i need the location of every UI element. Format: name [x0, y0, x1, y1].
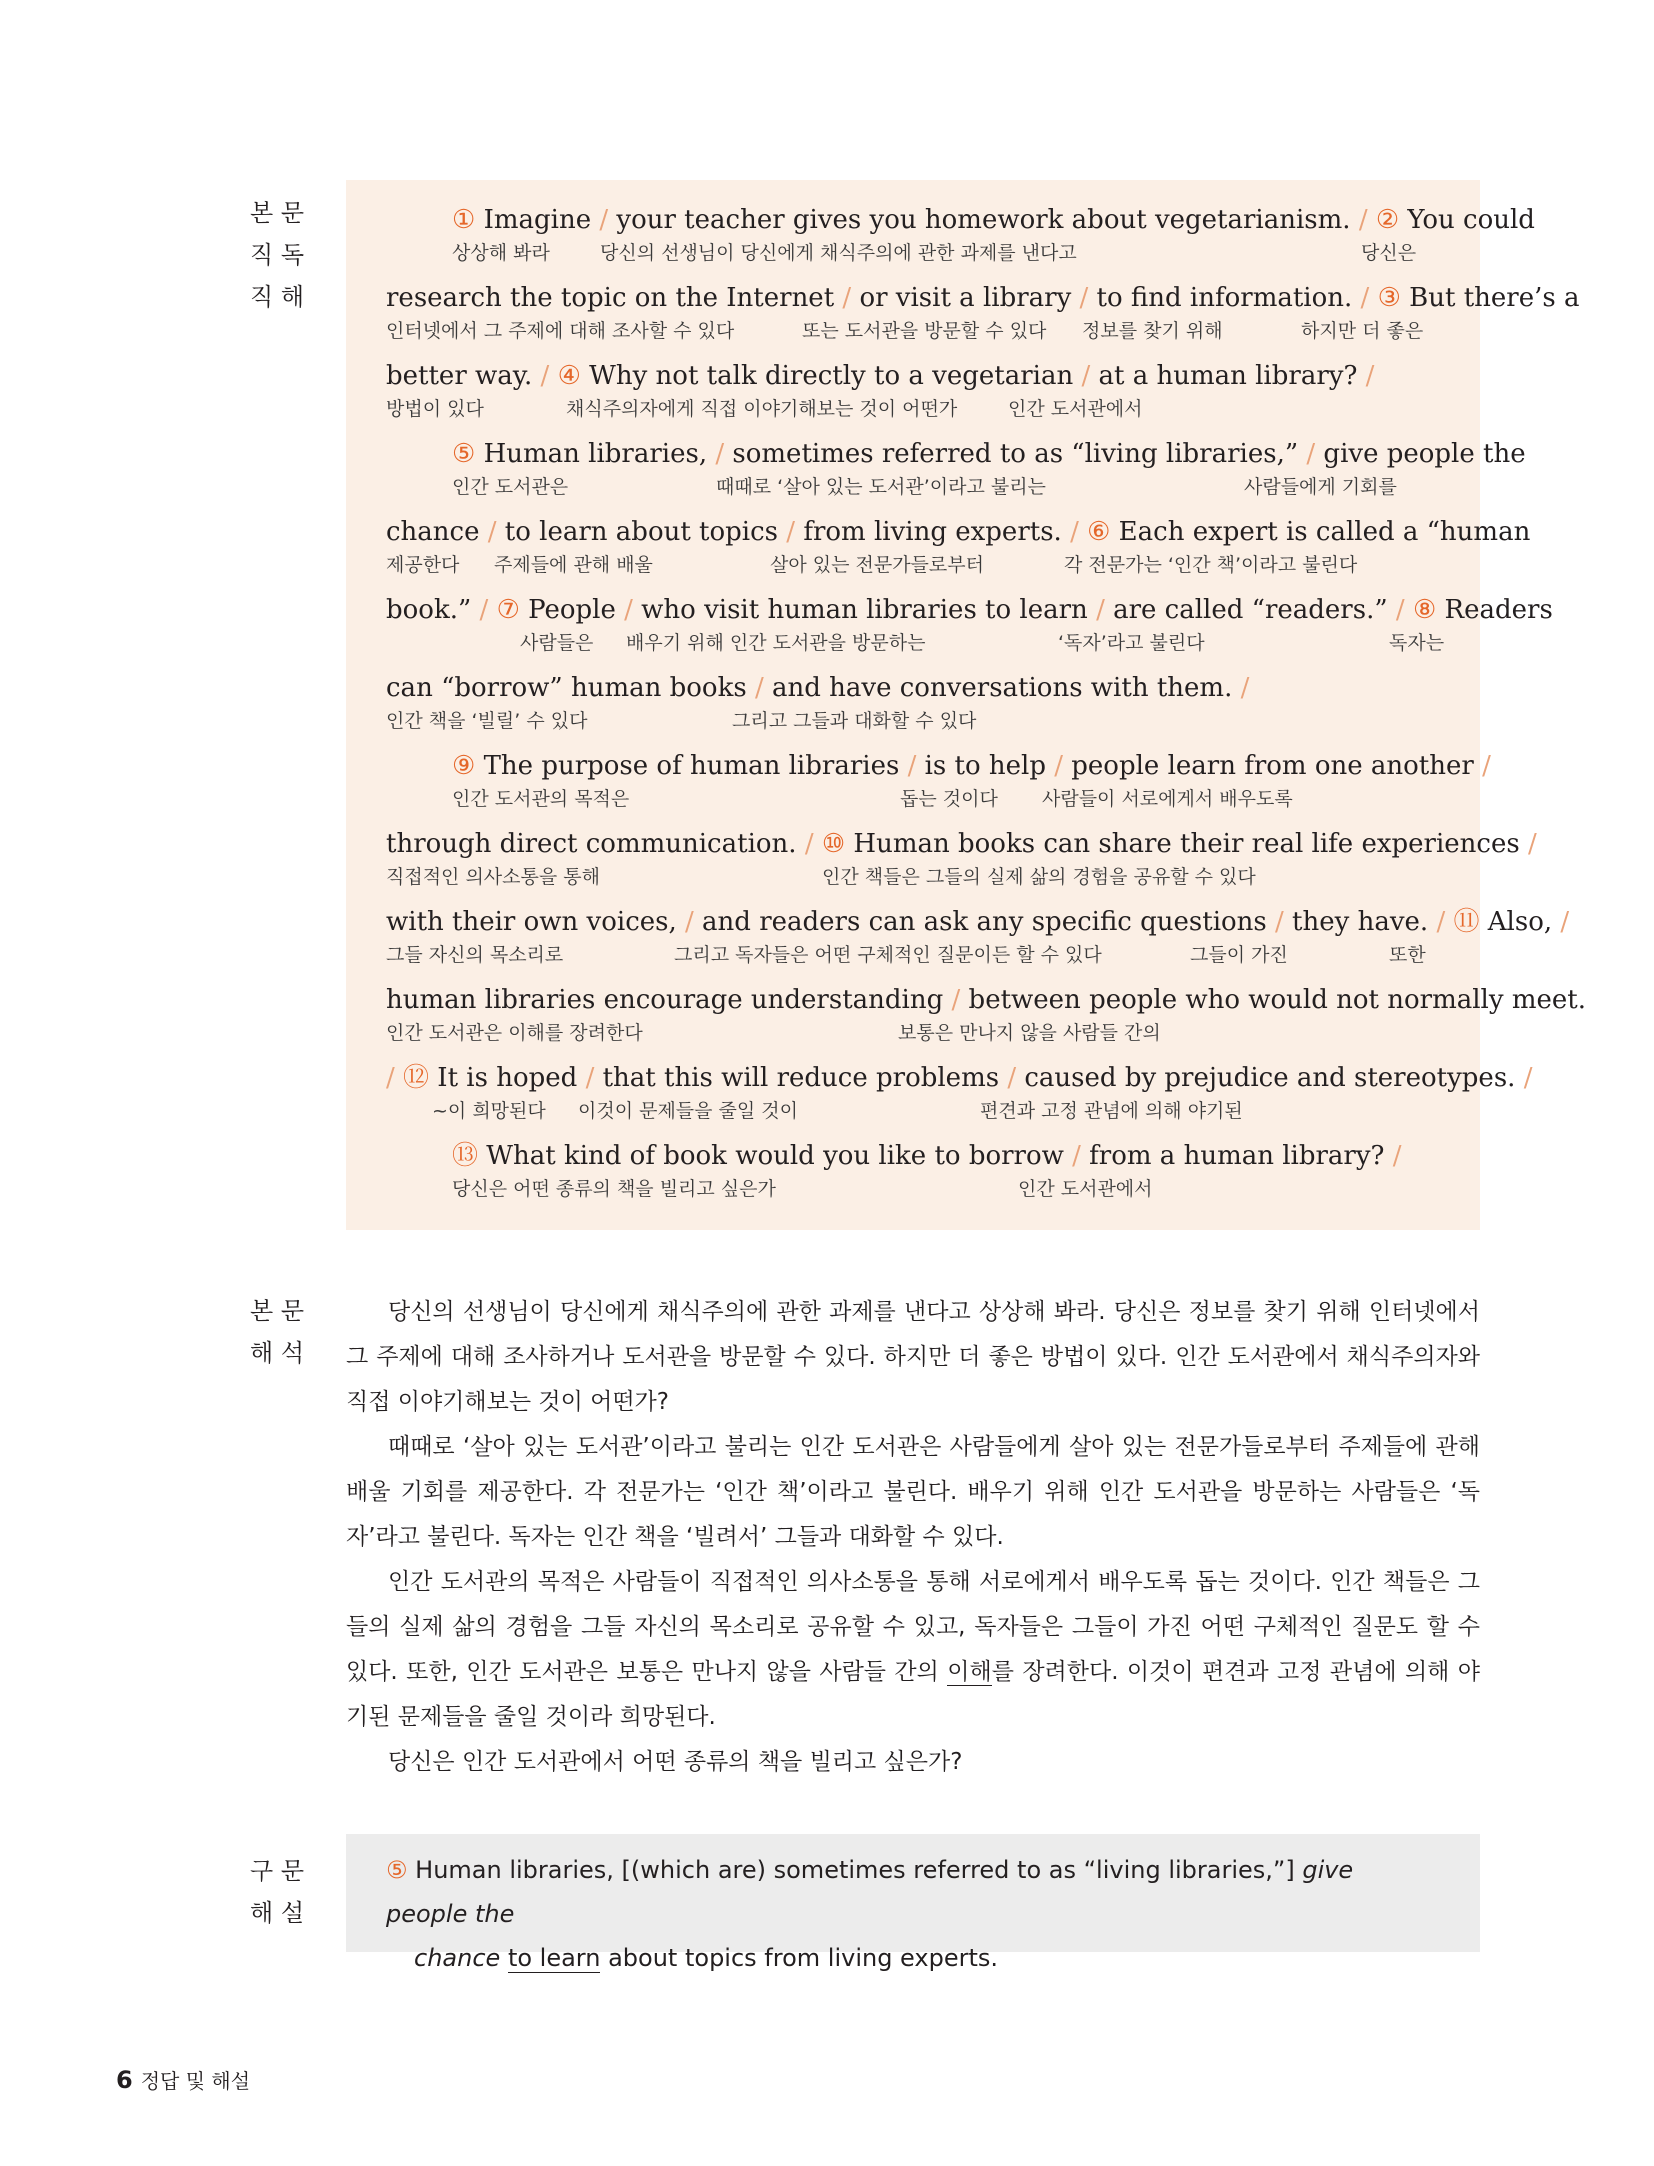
grammar-underlined-text: to learn [507, 1944, 601, 1972]
reading-line [386, 198, 1535, 276]
label-line: 본 문 [250, 1297, 304, 1325]
page-number: 6 [116, 2066, 133, 2094]
english-text: ⑤ Human libraries, / sometimes referred to as “living libraries,” / give people the [452, 439, 1526, 469]
korean-gloss: 사람들에게 기회를 [1244, 476, 1397, 498]
korean-gloss: 그리고 그들과 대화할 수 있다 [732, 710, 977, 732]
grammar-text: about topics from living experts. [600, 1944, 999, 1972]
translation-section-label [250, 1290, 320, 1374]
translation-text-part: 를 장려한다. 이것이 편견과 고정 관념에 의해 야기된 문제들을 줄일 것이라 희망된다. [346, 1659, 1480, 1730]
label-line: 해 석 [250, 1339, 304, 1367]
korean-gloss: 배우기 위해 인간 도서관을 방문하는 [626, 632, 926, 654]
reading-line [386, 822, 1537, 900]
translation-paragraph: 때때로 ‘살아 있는 도서관’이라고 불리는 인간 도서관은 사람들에게 살아 있는 전문가들로부터 주제들에 관해 배울 기회를 제공한다. 각 전문가는 ‘인간 책’이라고 불린다. 배우기 위해 인간 도서관을 방문하는 사람들은 ‘독자’라고 불린다. 독자는 인간 책을 ‘빌려서’ 그들과 대화할 수 있다. [346, 1434, 1480, 1550]
korean-gloss: 인간 도서관에서 [1018, 1178, 1153, 1200]
reading-section-label [250, 192, 320, 318]
grammar-italic-text: chance [414, 1944, 501, 1972]
korean-gloss: 사람들이 서로에게서 배우도록 [1042, 788, 1293, 810]
reading-line [386, 1056, 1533, 1134]
english-text: research the topic on the Internet / or visit a library / to find information. / ③ But there’s a [386, 283, 1580, 313]
page-footer [116, 2065, 250, 2095]
korean-gloss: 편견과 고정 관념에 의해 야기된 [980, 1100, 1243, 1122]
korean-gloss: 직접적인 의사소통을 통해 [386, 866, 600, 888]
english-text: with their own voices, / and readers can ask any specific questions / they have. / ⑪ Also, / [386, 907, 1570, 937]
english-text: can “borrow” human books / and have conversations with them. / [386, 673, 1250, 703]
korean-gloss: 인간 도서관에서 [1008, 398, 1143, 420]
translation-paragraph: 당신은 인간 도서관에서 어떤 종류의 책을 빌리고 싶은가? [388, 1749, 963, 1775]
korean-gloss: 때때로 ‘살아 있는 도서관’이라고 불리는 [716, 476, 1046, 498]
reading-line [386, 744, 1491, 822]
english-text: better way. / ④ Why not talk directly to a vegetarian / at a human library? / [386, 361, 1375, 391]
korean-gloss: 인터넷에서 그 주제에 대해 조사할 수 있다 [386, 320, 735, 342]
korean-gloss: 인간 도서관의 목적은 [452, 788, 630, 810]
label-line: 직 해 [250, 283, 304, 311]
sentence-number: ⑤ [386, 1856, 408, 1884]
korean-gloss: 방법이 있다 [386, 398, 484, 420]
korean-gloss: 주제들에 관해 배울 [494, 554, 653, 576]
grammar-explanation-box [346, 1834, 1480, 1972]
korean-gloss: 제공한다 [386, 554, 460, 576]
label-line: 직 독 [250, 241, 304, 269]
korean-gloss: 그리고 독자들은 어떤 구체적인 질문이든 할 수 있다 [674, 944, 1102, 966]
translation-paragraph: 당신의 선생님이 당신에게 채식주의에 관한 과제를 낸다고 상상해 봐라. 당신은 정보를 찾기 위해 인터넷에서 그 주제에 대해 조사하거나 도서관을 방문할 수 있다. 하지만 더 좋은 방법이 있다. 인간 도서관에서 채식주의자와 직접 이야기해보는 것이 어떤가? [346, 1299, 1480, 1415]
reading-line [386, 1134, 1440, 1212]
korean-gloss: 그들 자신의 목소리로 [386, 944, 564, 966]
label-line: 본 문 [250, 199, 304, 227]
korean-gloss: ~이 희망된다 [432, 1100, 546, 1122]
korean-gloss: 정보를 찾기 위해 [1082, 320, 1223, 342]
korean-gloss: 사람들은 [520, 632, 594, 654]
underlined-word: 이해 [947, 1659, 992, 1685]
english-text: through direct communication. / ⑩ Human books can share their real life experiences / [386, 829, 1537, 859]
english-text: ⑬ What kind of book would you like to borrow / from a human library? / [452, 1141, 1402, 1171]
korean-gloss: 보통은 만나지 않을 사람들 간의 [898, 1022, 1161, 1044]
korean-gloss: 상상해 봐라 [452, 242, 550, 264]
korean-gloss: 그들이 가진 [1190, 944, 1288, 966]
translation-text [346, 1290, 1480, 1785]
reading-line [386, 354, 1440, 432]
korean-gloss: 인간 도서관은 [452, 476, 569, 498]
korean-gloss: 이것이 문제들을 줄일 것이 [578, 1100, 799, 1122]
korean-gloss: 독자는 [1389, 632, 1445, 654]
reading-line [386, 666, 1440, 744]
english-text: book.” / ⑦ People / who visit human libraries to learn / are called “readers.” / ⑧ Readers [386, 595, 1553, 625]
reading-line [386, 276, 1580, 354]
grammar-text: Human libraries, [(which are) sometimes referred to as “living libraries,”] [415, 1856, 1303, 1884]
korean-gloss: 또한 [1389, 944, 1426, 966]
korean-gloss: 하지만 더 좋은 [1301, 320, 1424, 342]
grammar-section-label [250, 1850, 320, 1934]
korean-gloss: 살아 있는 전문가들로부터 [770, 554, 984, 576]
korean-gloss: 인간 책을 ‘빌릴’ 수 있다 [386, 710, 588, 732]
korean-gloss: 돕는 것이다 [900, 788, 998, 810]
footer-title: 정답 및 해설 [140, 2069, 251, 2093]
english-text: chance / to learn about topics / from living experts. / ⑥ Each expert is called a “human [386, 517, 1531, 547]
english-text: ⑨ The purpose of human libraries / is to help / people learn from one another / [452, 751, 1491, 781]
label-line: 구 문 [250, 1857, 304, 1885]
reading-line [386, 588, 1553, 666]
korean-gloss: 또는 도서관을 방문할 수 있다 [802, 320, 1047, 342]
korean-gloss: 각 전문가는 ‘인간 책’이라고 불린다 [1064, 554, 1358, 576]
korean-gloss: 채식주의자에게 직접 이야기해보는 것이 어떤가 [566, 398, 958, 420]
english-text: ① Imagine / your teacher gives you homework about vegetarianism. / ② You could [452, 205, 1535, 235]
korean-gloss: 당신의 선생님이 당신에게 채식주의에 관한 과제를 낸다고 [600, 242, 1077, 264]
reading-line [386, 900, 1570, 978]
label-line: 해 설 [250, 1899, 304, 1927]
english-text: / ⑫ It is hoped / that this will reduce problems / caused by prejudice and stereotypes. / [386, 1063, 1533, 1093]
direct-reading-box [346, 180, 1586, 1230]
reading-line [386, 510, 1531, 588]
korean-gloss: 인간 책들은 그들의 실제 삶의 경험을 공유할 수 있다 [822, 866, 1256, 888]
reading-line [386, 978, 1586, 1056]
reading-line [386, 432, 1526, 510]
korean-gloss: 당신은 [1361, 242, 1417, 264]
english-text: human libraries encourage understanding / between people who would not normally meet. [386, 985, 1586, 1015]
korean-gloss: 인간 도서관은 이해를 장려한다 [386, 1022, 643, 1044]
korean-gloss: 당신은 어떤 종류의 책을 빌리고 싶은가 [452, 1178, 776, 1200]
grammar-line [386, 1936, 1440, 1980]
translation-text-part: 인간 도서관의 목적은 사람들이 직접적인 의사소통을 통해 서로에게서 배우도록 돕는 것이다. 인간 책들은 그들의 실제 삶의 경험을 그들 자신의 목소리로 공유할 수 있고, 독자들은 그들이 가진 어떤 구체적인 질문도 할 수 있다. 또한, 인간 도서관은 보통은 만나지 않을 사람들 간의 [346, 1569, 1480, 1685]
korean-gloss: ‘독자’라고 불린다 [1058, 632, 1205, 654]
grammar-text [500, 1944, 508, 1972]
grammar-line [386, 1848, 1440, 1936]
grammar-italic-text: give people the [386, 1856, 1354, 1928]
translation-paragraph [346, 1560, 1480, 1740]
